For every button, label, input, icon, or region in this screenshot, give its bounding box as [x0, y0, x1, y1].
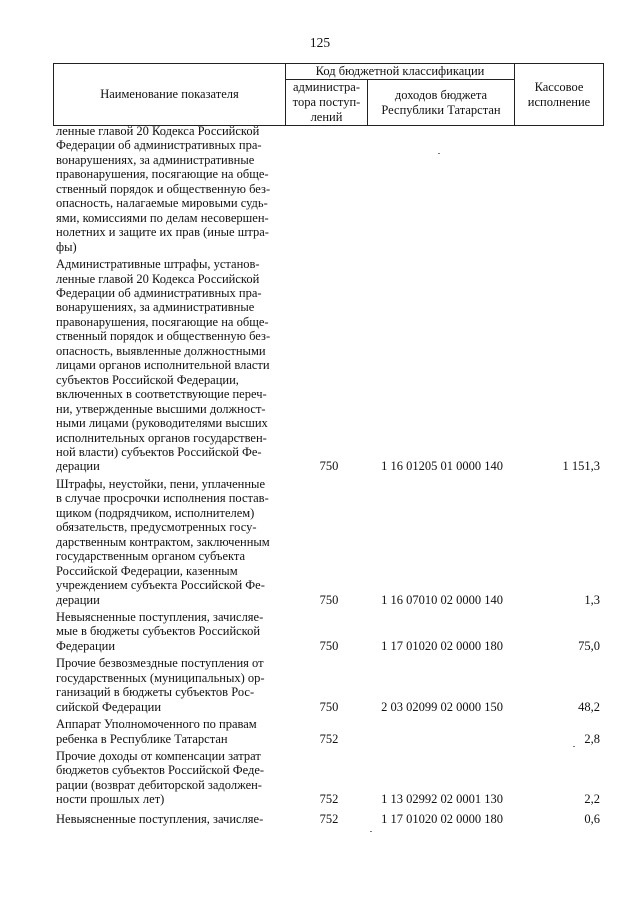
row-admin-code: 750: [319, 699, 339, 714]
row-name-line: рации (возврат дебиторской задолжен-: [56, 777, 262, 792]
header-amount-column: Кассовое исполнение: [515, 64, 604, 126]
row-name-line: дерации: [56, 459, 100, 474]
table-row: [0, 812, 640, 826]
row-name: [56, 812, 283, 826]
header-admin-column: администра- тора поступ- лений: [286, 80, 368, 126]
row-amount: 48,2: [578, 699, 600, 714]
header-code-group: Код бюджетной классификации: [286, 64, 515, 80]
row-name-line: ственный порядок и общественную без-: [56, 181, 271, 196]
row-name-line: Прочие безвозмездные поступления от: [56, 656, 264, 671]
header-income-column: доходов бюджета Республики Татарстан: [368, 80, 515, 126]
row-name-line: Прочие доходы от компенсации затрат: [56, 749, 261, 764]
row-name-line: вонарушениях, за административные: [56, 152, 255, 167]
row-name-line: сийской Федерации: [56, 699, 162, 714]
row-name-line: щиком (подрядчиком, исполнителем): [56, 505, 255, 520]
row-name-line: Штрафы, неустойки, пени, уплаченные: [56, 476, 265, 491]
row-name-line: Федерации об административных пра-: [56, 285, 262, 300]
row-amount: 0,6: [584, 811, 600, 826]
table-row: [0, 749, 640, 807]
row-name: [56, 749, 283, 807]
row-amount: 1 151,3: [562, 459, 600, 474]
row-amount: 1,3: [584, 592, 600, 607]
row-name-line: обязательств, предусмотренных госу-: [56, 520, 257, 535]
row-name: [56, 717, 283, 746]
header-name-column: Наименование показателя: [54, 64, 286, 126]
row-name-line: бюджетов субъектов Российской Феде-: [56, 763, 265, 778]
row-name-line: дарственным контрактом, заключенным: [56, 534, 270, 549]
row-amount: 2,2: [584, 792, 600, 807]
row-name-line: ности прошлых лет): [56, 792, 165, 807]
row-name-line: ни, утвержденные высшими должност-: [56, 401, 266, 416]
row-name-line: Невыясненные поступления, зачисляе-: [56, 609, 264, 624]
row-name-line: Федерации об административных пра-: [56, 138, 262, 153]
table-header: [53, 63, 604, 126]
row-name-line: ями, комиссиями по делам несовершен-: [56, 210, 269, 225]
table-row: [0, 610, 640, 653]
table-row: [0, 477, 640, 607]
row-amount: 2,8: [584, 731, 600, 746]
row-name-line: ной власти) субъектов Российской Фе-: [56, 444, 262, 459]
scan-speck: [573, 746, 575, 747]
row-name-line: ганизаций в бюджеты субъектов Рос-: [56, 685, 255, 700]
row-name-line: ственный порядок и общественную без-: [56, 329, 271, 344]
table-row: [0, 717, 640, 746]
table-row: [0, 124, 640, 254]
row-budget-code: 1 16 01205 01 0000 140: [381, 459, 503, 474]
row-name-line: исполнительных органов государствен-: [56, 430, 267, 445]
row-name-line: вонарушениях, за административные: [56, 300, 255, 315]
row-name-line: фы): [56, 239, 77, 254]
row-name-line: мые в бюджеты субъектов Российской: [56, 624, 261, 639]
row-name-line: государственных (муниципальных) ор-: [56, 670, 265, 685]
row-admin-code: 750: [319, 459, 339, 474]
row-name-line: субъектов Российской Федерации,: [56, 372, 239, 387]
table-row: [0, 257, 640, 474]
row-name-line: ребенка в Республике Татарстан: [56, 731, 228, 746]
row-name-line: правонарушения, посягающие на обще-: [56, 314, 269, 329]
row-name: [56, 477, 283, 607]
scan-speck: [370, 831, 372, 832]
row-name: [56, 610, 283, 653]
row-name-line: ленные главой 20 Кодекса Российской: [56, 124, 260, 138]
row-name: [56, 257, 283, 474]
row-name-line: лицами органов исполнительной власти: [56, 358, 270, 373]
row-name-line: учреждением субъекта Российской Фе-: [56, 578, 265, 593]
table-body: [0, 124, 640, 826]
row-admin-code: 752: [319, 811, 339, 826]
row-admin-code: 750: [319, 592, 339, 607]
row-name-line: Аппарат Уполномоченного по правам: [56, 717, 257, 732]
row-budget-code: 2 03 02099 02 0000 150: [381, 699, 503, 714]
row-admin-code: 752: [319, 731, 339, 746]
row-name-line: правонарушения, посягающие на обще-: [56, 167, 269, 182]
row-name-line: нолетних и защите их прав (иные штра-: [56, 225, 269, 240]
row-name-line: включенных в соответствующие переч-: [56, 387, 267, 402]
row-name-line: Российской Федерации, казенным: [56, 563, 238, 578]
row-name-line: ными лицами (руководителями высших: [56, 416, 268, 431]
row-name-line: Федерации: [56, 638, 116, 653]
row-admin-code: 750: [319, 638, 339, 653]
row-amount: 75,0: [578, 638, 600, 653]
row-name-line: государственным органом субъекта: [56, 549, 246, 564]
row-budget-code: 1 16 07010 02 0000 140: [381, 592, 503, 607]
row-name-line: в случае просрочки исполнения постав-: [56, 491, 269, 506]
row-name-line: Невыясненные поступления, зачисляе-: [56, 811, 264, 826]
row-budget-code: 1 17 01020 02 0000 180: [381, 811, 503, 826]
row-name: [56, 656, 283, 714]
table-row: [0, 656, 640, 714]
row-admin-code: 752: [319, 792, 339, 807]
row-name-line: опасность, выявленные должностными: [56, 343, 266, 358]
page-number: 125: [309, 35, 331, 50]
row-name-line: дерации: [56, 592, 100, 607]
row-name-line: Административные штрафы, установ-: [56, 257, 260, 272]
row-budget-code: 1 17 01020 02 0000 180: [381, 638, 503, 653]
row-name-line: опасность, налагаемые мировыми судь-: [56, 196, 268, 211]
scan-speck: [438, 153, 440, 154]
row-name: [56, 124, 283, 254]
row-name-line: ленные главой 20 Кодекса Российской: [56, 271, 260, 286]
row-budget-code: 1 13 02992 02 0001 130: [381, 792, 503, 807]
